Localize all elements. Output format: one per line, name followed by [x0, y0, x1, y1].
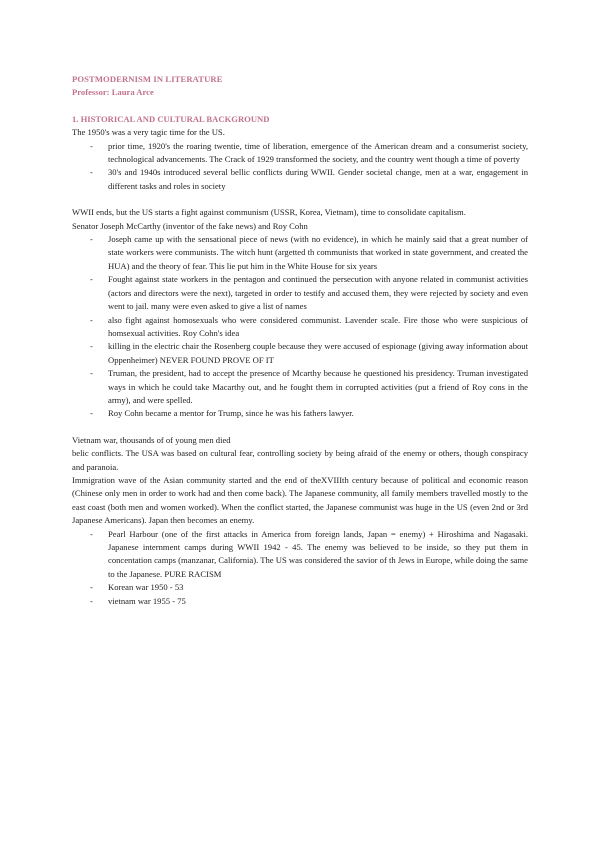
list-item: - Korean war 1950 - 53 [72, 581, 528, 594]
senator-line: Senator Joseph McCarthy (inventor of the fake news) and Roy Cohn [72, 220, 308, 231]
professor-line: Professor: Laura Arce [72, 87, 154, 98]
intro-paragraph: The 1950's was a very tagic time for the US. [72, 127, 225, 138]
bullet-list-wars [72, 528, 528, 608]
list-item: - Fought against state workers in the pentagon and continued the persecution with anyone related in communist activities (actors and directors were the next), targeted in order to testify and accused them, they were rejected by society and even went to jail. many were even asked to give a list of names [72, 273, 528, 313]
vietnam-line: Vietnam war, thousands of of young men died [72, 434, 231, 445]
list-item: - Truman, the president, had to accept the presence of Mcarthy because he questioned his presidency. Truman investigated ways in which he could take Macarthy out, and he fought them in corrupted activities (put a friend of Roy cons in the army), and were spelled. [72, 367, 528, 407]
wwii-paragraph: WWII ends, but the US starts a fight against communism (USSR, Korea, Vietnam), time to consolidate capitalism. [72, 207, 466, 218]
immigration-paragraph: Immigration wave of the Asian community started and the end of theXVIIIth century because of political and economic reason (Chinese only men in order to work had and then come back). The Japanese community, all family members travelled mostly to the east coast (both men and women worked). When the conflict started, the Japanese communist was huge in the US (even 2nd or 3rd Japanese Americans). Japan then becomes an enemy. [72, 474, 528, 526]
list-item: - Roy Cohn became a mentor for Trump, since he was his fathers lawyer. [72, 407, 528, 420]
bullet-list-prewar [72, 140, 528, 194]
list-item: - also fight against homosexuals who were considered communist. Lavender scale. Fire those who were suspicious of homsexual activities. Roy Cohn's idea [72, 314, 528, 341]
list-item: - Joseph came up with the sensational piece of news (with no evidence), in which he mainly said that a great number of state workers were communists. The witch hunt (argetted th communists that worked in state government, and created the HUA) and the theory of fear. This lie put him in the White House for six years [72, 233, 528, 273]
list-item: - Pearl Harbour (one of the first attacks in America from foreign lands, Japan = enemy) + Hiroshima and Nagasaki. Japanese internment camps during WWII 1942 - 45. The enemy was believed to be inside, so they put them in concentation camps (manzanar, California). The US was considered the savior of th Jews in Europe, while doing the same to the Japanese. PURE RACISM [72, 528, 528, 582]
document-page [72, 73, 528, 608]
list-item: - 30's and 1940s introduced several bellic conflicts during WWII. Gender societal change, men at a war, engagement in different tasks and roles in society [72, 166, 528, 193]
list-item: - killing in the electric chair the Rosenberg couple because they were accused of espionage (giving away information about Oppenheimer) NEVER FOUND PROVE OF IT [72, 340, 528, 367]
document-title: POSTMODERNISM IN LITERATURE [72, 74, 223, 84]
list-item: - vietnam war 1955 - 75 [72, 595, 528, 608]
bullet-list-mccarthy [72, 233, 528, 421]
list-item: - prior time, 1920's the roaring twentie, time of liberation, emergence of the American dream and a consumerist society, technological advancements. The Crack of 1929 transformed the society, and the country went though a time of poverty [72, 140, 528, 167]
belic-paragraph: belic conflicts. The USA was based on cultural fear, controlling society by being afraid of the enemy or others, though conspiracy and paranoia. [72, 448, 528, 472]
section-heading: 1. HISTORICAL AND CULTURAL BACKGROUND [72, 113, 270, 124]
